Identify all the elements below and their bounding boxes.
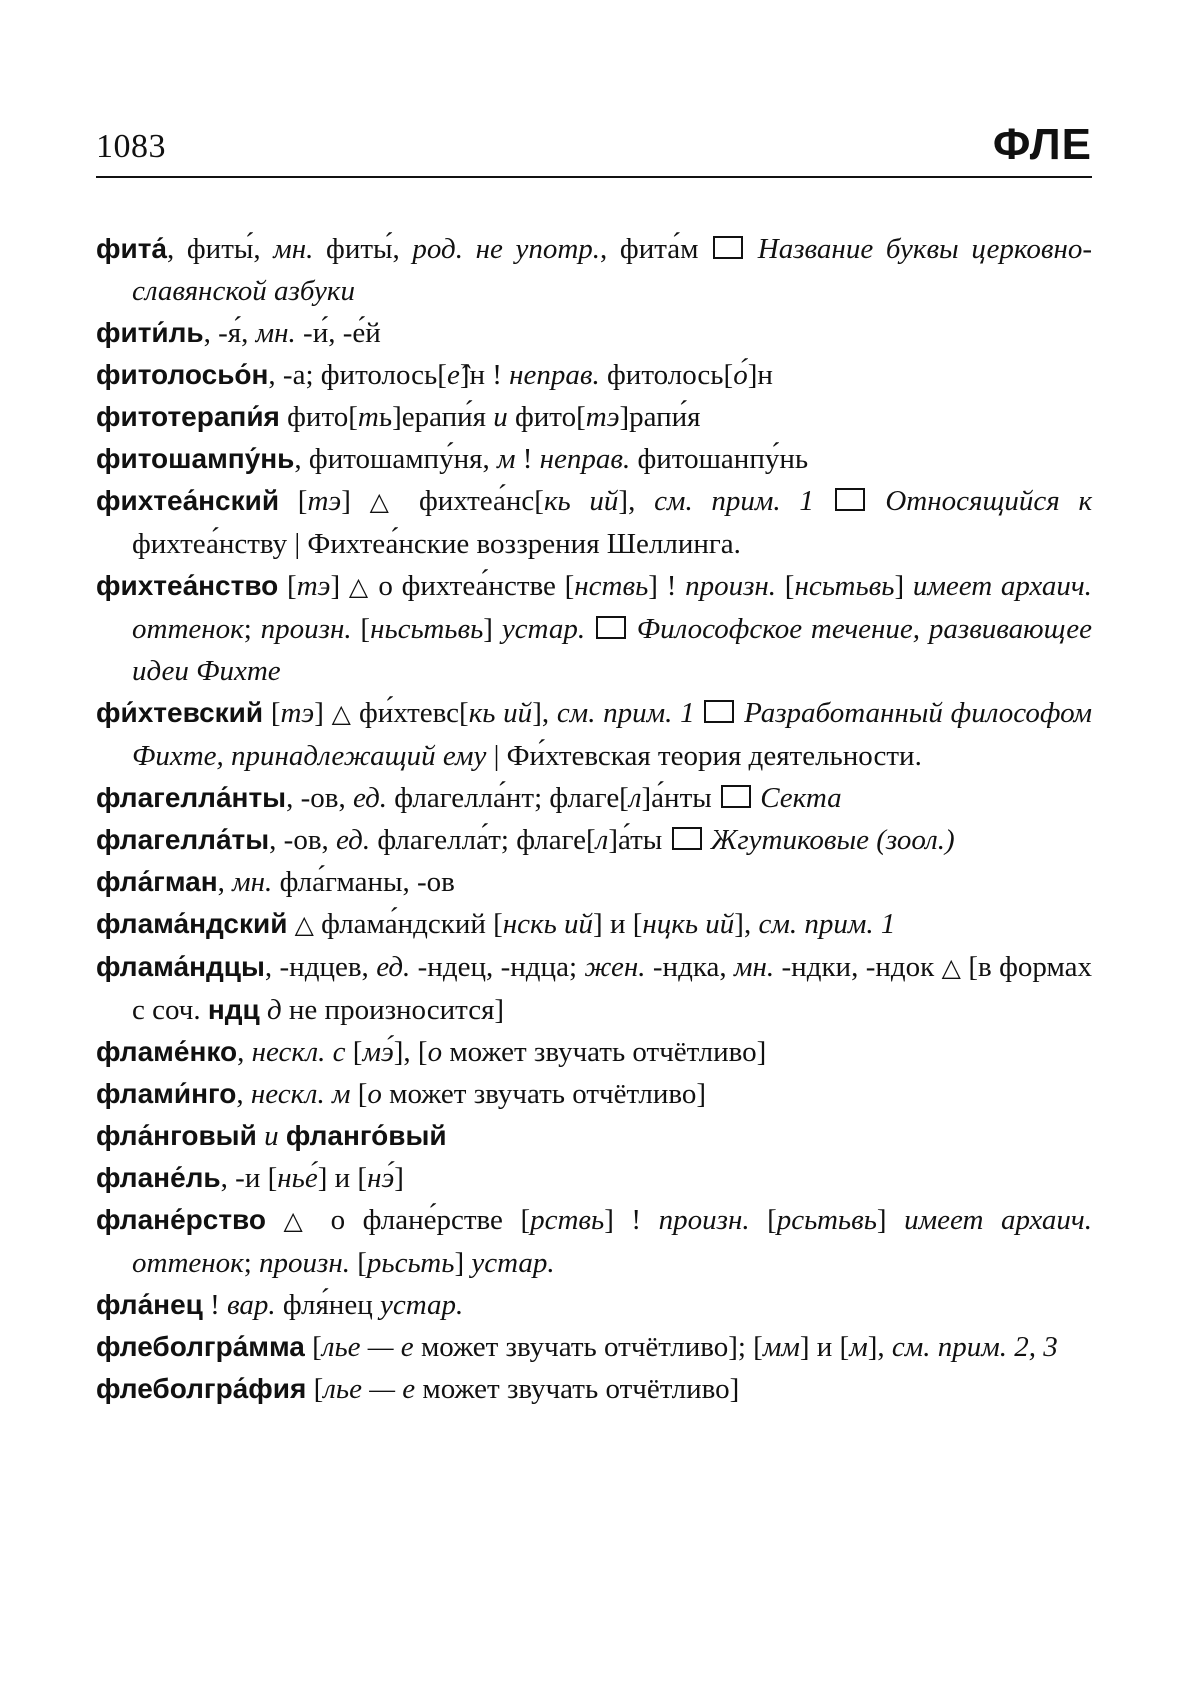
italic-note: тэ	[296, 570, 331, 602]
triangle-icon: △	[283, 1206, 314, 1235]
italic-note: м	[849, 1331, 868, 1363]
italic-note: тэ	[280, 697, 315, 729]
italic-note: мн.	[733, 951, 775, 983]
headword: фитошампу́нь	[96, 443, 295, 474]
dictionary-entry: флама́ндцы, -ндцев, ед. -ндец, -ндца; жен. -ндка, мн. -ндки, -ндок △ [в формах с соч. ндц д не произносится]	[96, 951, 1093, 1026]
headword: флеболгра́мма	[96, 1331, 305, 1362]
italic-note: нескл. с	[251, 1036, 346, 1068]
italic-note: кь ий	[543, 485, 619, 517]
running-head: ФЛЕ	[992, 120, 1092, 169]
dictionary-entry: флама́ндский △ флама́ндский [нскь ий] и [нцкь ий], см. прим. 1	[96, 908, 896, 940]
italic-note: и	[264, 1120, 279, 1152]
italic-note: мн.	[232, 866, 273, 898]
dictionary-entry: фитошампу́нь, фитошампу́ня, м ! неправ. фитошанпу́нь	[96, 443, 809, 475]
italic-note: произн.	[260, 613, 352, 645]
italic-note: произн.	[259, 1247, 350, 1279]
italic-note: нствь	[574, 570, 649, 602]
triangle-icon: △	[941, 953, 961, 982]
page-number: 1083	[96, 128, 166, 165]
italic-note: устар.	[501, 613, 586, 645]
italic-note: Философское течение, развивающее идеи Фихте	[132, 613, 1092, 687]
dictionary-entry: флеболгра́мма [льe — е может звучать отчётливо]; [мм] и [м], см. прим. 2, 3	[96, 1331, 1058, 1363]
italic-note: кь ий	[468, 697, 533, 729]
headword: фихтеа́нство	[96, 570, 279, 601]
dictionary-entry: фла́нец ! вар. фля́нец устар.	[96, 1289, 464, 1321]
italic-note: мн.	[255, 317, 296, 349]
dictionary-entry: флагелла́нты, -ов, ед. флагелла́нт; флаге[л]а́нты Секта	[96, 782, 842, 814]
italic-note: Разработанный философом Фихте, принадлежащий ему	[132, 697, 1092, 772]
italic-note: рствь	[530, 1204, 605, 1236]
definition-box-icon	[672, 827, 702, 850]
definition-box-icon	[835, 488, 865, 511]
definition-box-icon	[721, 785, 751, 808]
italic-note: ед.	[336, 824, 371, 856]
italic-note: произн.	[685, 570, 777, 602]
italic-note: см. прим. 1	[556, 697, 695, 729]
dictionary-entry: флане́ль, -и [нье́] и [нэ́]	[96, 1162, 404, 1194]
dictionary-entry	[96, 1115, 1092, 1157]
dictionary-entry: фитотерапи́я фито[ть]ерапи́я и фито[тэ]рапи́я	[96, 401, 701, 433]
headword: фла́нец	[96, 1289, 203, 1320]
dictionary-entry: фихтеа́нство [тэ] △ о фихтеа́нстве [нствь] ! произн. [нсьтьвь] имеет архаич. оттенок; произн. [ньсьтьвь] устар. Философское течение, развивающее идеи Фихте	[96, 570, 1092, 687]
italic-note: е̂	[446, 359, 460, 391]
headword: флагелла́нты	[96, 782, 287, 813]
headword: фламе́нко	[96, 1036, 238, 1067]
italic-note: род. не употр.	[412, 233, 601, 265]
headword: флами́нго	[96, 1078, 237, 1109]
italic-note: о́	[733, 359, 748, 391]
italic-note: вар.	[227, 1289, 276, 1321]
headword: флагелла́ты	[96, 824, 270, 855]
headword: фитолосьо́н	[96, 359, 269, 390]
italic-note: Секта	[760, 782, 842, 814]
italic-note: нье́	[277, 1162, 318, 1194]
italic-note: см. прим. 1	[758, 908, 896, 940]
italic-note: нэ́	[367, 1162, 395, 1194]
dictionary-entry: фити́ль, -я́, мн. -и́, -е́й	[96, 317, 381, 349]
triangle-icon: △	[331, 699, 352, 728]
dictionary-entry: фихтеа́нский [тэ] △ фихтеа́нс[кь ий], см. прим. 1 Относящийся к фихтеа́нству | Фихтеа́нские воззрения Шеллинга.	[96, 485, 1093, 560]
dictionary-entry: флами́нго, нескл. м [о может звучать отчётливо]	[96, 1078, 707, 1110]
italic-note: мэ́	[362, 1036, 394, 1068]
italic-note: жен.	[584, 951, 646, 983]
dictionary-entry: фита́, фиты́, мн. фиты́, род. не употр., фита́м Название буквы церковно-славянской азбуки	[96, 233, 1093, 307]
header-rule	[96, 176, 1092, 178]
headword: флама́ндцы	[96, 951, 265, 982]
dictionary-entry: фитолосьо́н, -а; фитолось[е̂]н ! неправ. фитолось[о́]н	[96, 359, 773, 391]
headword: ндц	[207, 994, 260, 1025]
italic-note: ед.	[376, 951, 411, 983]
italic-note: Относящийся к	[885, 485, 1093, 517]
italic-note: мм	[762, 1331, 800, 1363]
triangle-icon: △	[369, 487, 401, 516]
italic-note: устар.	[471, 1247, 555, 1279]
italic-note: льe — е	[321, 1331, 414, 1363]
italic-note: о	[427, 1036, 443, 1068]
triangle-icon: △	[348, 572, 370, 601]
italic-note: устар.	[379, 1289, 464, 1321]
headword: флама́ндский	[96, 908, 288, 939]
italic-note: нескл. м	[250, 1078, 351, 1110]
dictionary-entry: фла́гман, мн. фла́гманы, -ов	[96, 866, 455, 898]
italic-note: неправ.	[539, 443, 631, 475]
italic-note: Название буквы церковно-славянской азбуки	[132, 233, 1093, 307]
italic-note: м	[496, 443, 516, 475]
italic-note: д	[266, 994, 282, 1026]
italic-note: тэ	[585, 401, 620, 433]
definition-box-icon	[713, 236, 743, 259]
italic-note: нскь ий	[502, 908, 594, 940]
headword: фитотерапи́я	[96, 401, 280, 432]
headword: фла́нговый	[96, 1120, 257, 1151]
italic-note: о	[367, 1078, 382, 1110]
headword: фити́ль	[96, 317, 204, 348]
page-header	[96, 118, 1092, 174]
italic-note: нцкь ий	[642, 908, 735, 940]
italic-note: см. прим. 2, 3	[891, 1331, 1058, 1363]
headword: флане́рство	[96, 1204, 266, 1235]
headword: фи́хтевский	[96, 697, 264, 728]
dictionary-entry: флагелла́ты, -ов, ед. флагелла́т; флаге[л]а́ты Жгутиковые (зоол.)	[96, 824, 955, 856]
italic-note: л	[595, 824, 609, 856]
triangle-icon: △	[294, 910, 314, 939]
italic-note: нсьтьвь	[794, 570, 895, 602]
italic-note: ед.	[352, 782, 388, 814]
italic-note: неправ.	[509, 359, 600, 391]
dictionary-entry: флане́рство △ о флане́рстве [рствь] ! произн. [рсьтьвь] имеет архаич. оттенок; произн. [рьсьть] устар.	[96, 1204, 1092, 1279]
definition-box-icon	[596, 616, 626, 639]
headword: флеболгра́фия	[96, 1373, 307, 1404]
italic-note: Жгутиковые (зоол.)	[710, 824, 955, 856]
italic-note: см. прим. 1	[654, 485, 814, 517]
italic-note: мн.	[273, 233, 314, 265]
italic-note: т	[357, 401, 379, 433]
italic-note: ньсьтьвь	[370, 613, 484, 645]
entry-list	[96, 228, 1092, 1410]
dictionary-entry: фи́хтевский [тэ] △ фи́хтевс[кь ий], см. прим. 1 Разработанный философом Фихте, принадлежащий ему | Фи́хтевская теория деятельности.	[96, 697, 1092, 772]
italic-note: льe — е	[323, 1373, 416, 1405]
italic-note: л	[628, 782, 642, 814]
italic-note: произн.	[658, 1204, 750, 1236]
headword: фла́гман	[96, 866, 218, 897]
italic-note: тэ	[307, 485, 342, 517]
dictionary-entry: фламе́нко, нескл. с [мэ́], [о может звучать отчётливо]	[96, 1036, 767, 1068]
headword: фихтеа́нский	[96, 485, 280, 516]
italic-note: имеет архаич. оттенок	[132, 570, 1092, 645]
italic-note: и	[493, 401, 508, 433]
headword: флане́ль	[96, 1162, 221, 1193]
dictionary-entry: флеболгра́фия [льe — е может звучать отчётливо]	[96, 1373, 740, 1405]
definition-box-icon	[704, 700, 734, 723]
italic-note: рьсьть	[366, 1247, 455, 1279]
headword: фланго́вый	[285, 1120, 447, 1151]
italic-note: рсьтьвь	[776, 1204, 877, 1236]
headword: фита́	[96, 233, 167, 264]
italic-note: имеет архаич. оттенок	[132, 1204, 1092, 1279]
